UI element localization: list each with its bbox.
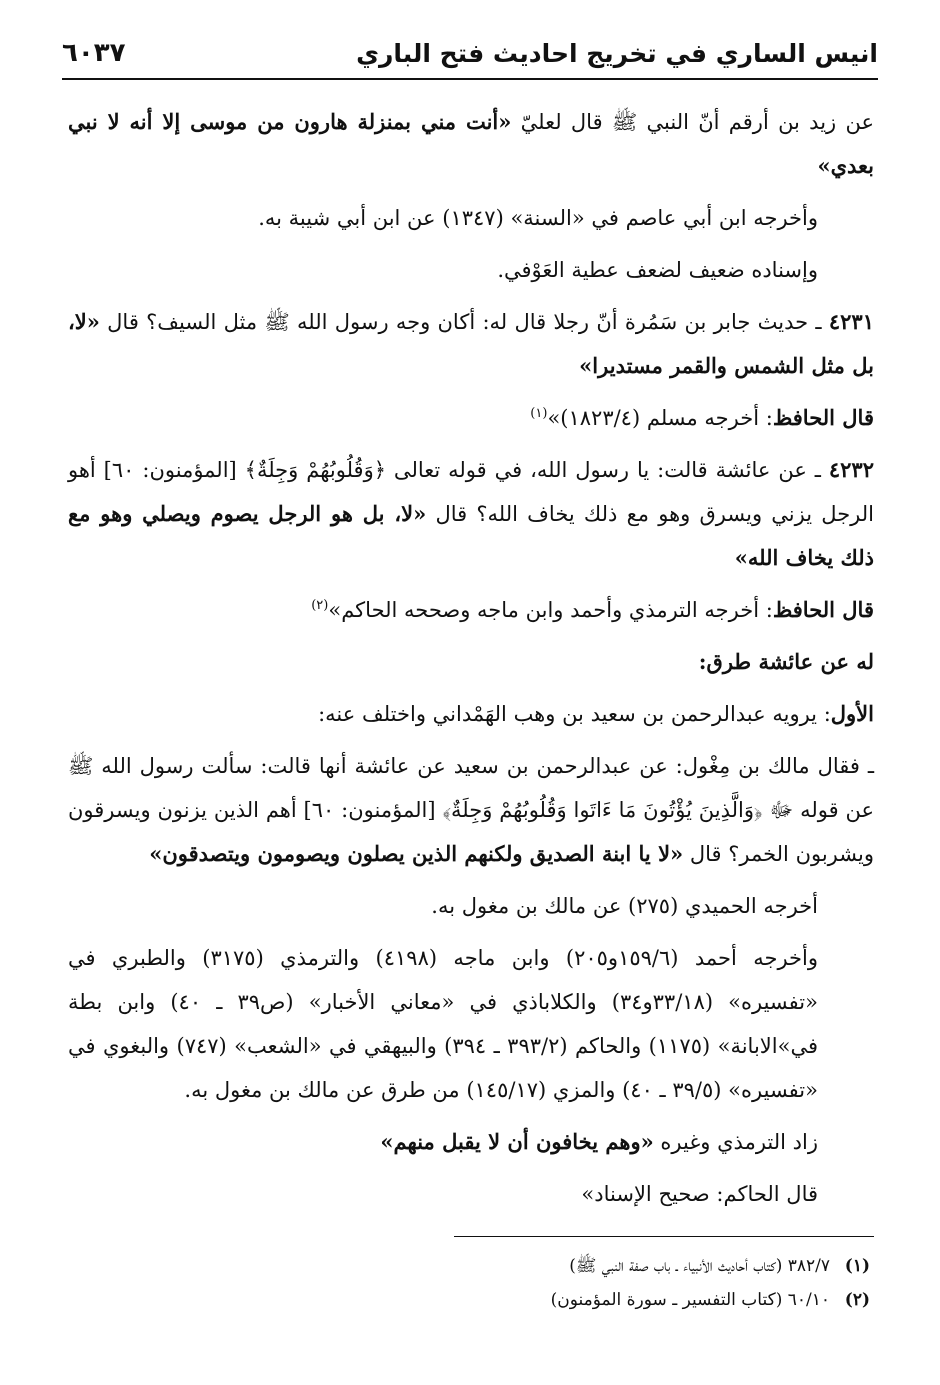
hadith-4231: [68, 300, 874, 388]
hadith-number: ٤٢٣٢: [828, 457, 874, 482]
footnote-text: ٣٨٢/٧ (كتاب أحاديث الأنبياء ـ باب صفة النبي ﷺ): [569, 1256, 830, 1276]
footnote-number: (٢): [844, 1290, 870, 1310]
text-run: : أخرجه مسلم (١٨٢٣/٤)»: [547, 406, 773, 430]
first-route: [68, 692, 874, 736]
book-title: انيس الساري في تخريج احاديث فتح الباري: [356, 38, 878, 68]
footnote-number: (١): [844, 1256, 870, 1276]
footnote-text: ٦٠/١٠ (كتاب التفسير ـ سورة المؤمنون): [550, 1290, 830, 1310]
text-run: : أخرجه الترمذي وأحمد وابن ماجه وصححه الحاكم»: [328, 598, 773, 622]
footnote-2: [66, 1283, 874, 1317]
hadith-quote: «وهم يخافون أن لا يقبل منهم»: [380, 1129, 654, 1154]
malik-paragraph: [68, 744, 874, 876]
hafiz-label: قال الحافظ: [772, 405, 874, 430]
hakim-paragraph: قال الحاكم: صحيح الإسناد»: [581, 1182, 818, 1206]
hadith-quote: «لا، بل مثل الشمس والقمر مستديرا»: [68, 309, 874, 378]
hadith-quote: «أنت مني بمنزلة هارون من موسى إلا أنه لا نبي بعدي»: [68, 109, 874, 178]
hadith-quote: «لا، بل هو الرجل يصوم ويصلي وهو مع ذلك يخاف الله»: [68, 501, 874, 570]
paragraph-zayd: [68, 100, 874, 188]
footnotes: [66, 1236, 874, 1317]
footnote-ref: (٢): [311, 598, 329, 613]
text-run: ـ فقال مالك بن مِغْول: عن عبدالرحمن بن سعيد عن عائشة أنها قالت: سألت رسول الله ﷺ عن قوله ﷻ ﴿وَالَّذِينَ يُؤْتُونَ مَا ءَاتَوا وَقُلُوبُهُمْ وَجِلَةٌ﴾ [المؤمنون: ٦٠] أهم الذين يزنون ويسرقون ويشربون الخمر؟ قال: [68, 754, 875, 866]
hafiz-4232: [68, 588, 874, 632]
hadith-number: ٤٢٣١: [828, 309, 874, 334]
page-header: [62, 28, 878, 80]
footnote-ref: (١): [530, 406, 548, 421]
takhrij-paragraph: وأخرجه أحمد (١٥٩/٦و٢٠٥) وابن ماجه (٤١٩٨) والترمذي (٣١٧٥) والطبري في «تفسيره» (٣٣/١٨و٣٤) والكلاباذي في «معاني الأخبار» (ص٣٩ ـ ٤٠) وابن بطة في»الابانة» (١١٧٥) والحاكم (٣٩٣/٢ ـ ٣٩٤) والبيهقي في «الشعب» (٧٤٧) والبغوي في «تفسيره» (٣٩/٥ ـ ٤٠) والمزي (١٤٥/١٧) من طرق عن مالك بن مغول به.: [68, 946, 818, 1102]
text-run: عن زيد بن أرقم أنّ النبي ﷺ قال لعليّ: [511, 110, 874, 134]
footnote-divider: [454, 1236, 874, 1237]
main-text: [68, 100, 874, 1224]
hadith-quote: «لا يا ابنة الصديق ولكنهم الذين يصلون ويصومون ويتصدقون»: [149, 841, 684, 866]
paragraph-isnad: وإسناده ضعيف لضعف عطية العَوْفي.: [497, 258, 818, 282]
hadith-4232: [68, 448, 874, 580]
text-run: ـ عن عائشة قالت: يا رسول الله، في قوله تعالى ﴿وَقُلُوبُهُمْ وَجِلَةٌ﴾ [المؤمنون: ٦٠] أهو الرجل يزني ويسرق وهو مع ذلك يخاف الله؟ قال: [68, 458, 875, 526]
first-label: الأول: [830, 701, 874, 726]
hafiz-label: قال الحافظ: [772, 597, 874, 622]
turuq-heading: له عن عائشة طرق:: [698, 649, 874, 674]
text-run: زاد الترمذي وغيره: [653, 1130, 818, 1154]
text-run: ـ حديث جابر بن سَمُرة أنّ رجلا قال له: أكان وجه رسول الله ﷺ مثل السيف؟ قال: [99, 310, 829, 334]
zad-paragraph: [68, 1120, 874, 1164]
humaydi-paragraph: أخرجه الحميدي (٢٧٥) عن مالك بن مغول به.: [431, 894, 818, 918]
footnote-1: [66, 1249, 874, 1283]
hafiz-4231: [68, 396, 874, 440]
page-number: ٦٠٣٧: [62, 38, 126, 68]
paragraph-ibn-abi-asim: وأخرجه ابن أبي عاصم في «السنة» (١٣٤٧) عن ابن أبي شيبة به.: [258, 206, 818, 230]
text-run: : يرويه عبدالرحمن بن سعيد بن وهب الهَمْداني واختلف عنه:: [318, 702, 831, 726]
